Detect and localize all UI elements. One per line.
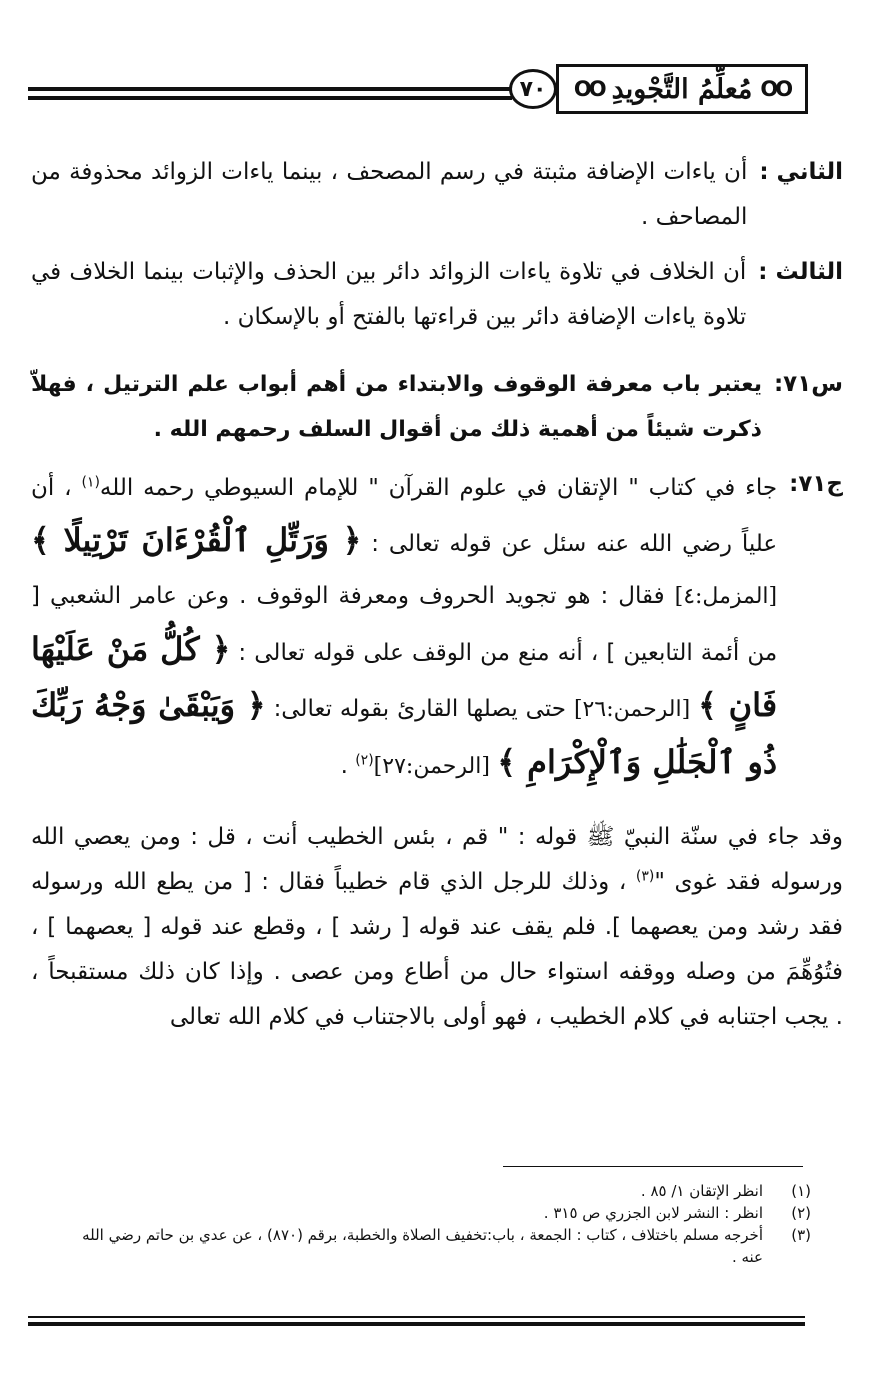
paragraph-sentence: وقد جاء في سنّة النبيّ ﷺ قوله : " قم ، بئس الخطيب أنت ، قل : ومن يعصي الله ورسوله فقد غوى " <box>31 824 843 895</box>
answer-sentence: فقال : هو تجويد الحروف ومعرفة الوقوف . وعن عامر الشعبي [ من أئمة التابعين ] ، أنه منع من الوقف على قوله تعالى : <box>31 583 778 666</box>
footnote-ref: (٢) <box>355 752 374 769</box>
point-third <box>31 250 843 340</box>
answer-text <box>31 462 777 793</box>
footnote-item <box>59 1180 811 1202</box>
answer-71 <box>31 462 843 793</box>
answer-sentence: جاء في كتاب " الإتقان في علوم القرآن " للإمام السيوطي رحمه الله <box>99 475 778 501</box>
point-label: الثالث : <box>758 259 843 285</box>
main-content <box>31 150 843 1040</box>
paragraph-sentence: ، وذلك للرجل الذي قام خطيباً فقال : [ من يطع الله ورسوله فقد رشد ومن يعصهما ]. فلم يقف عند قوله [ رشد ] ، وقطع عند قوله [ يعصهما ] ، فتُوُهِّمَ من وصله ووقفه استواء حال من أطاع ومن عصى . وإذا كان ذلك مستقبحاً ، يجب اجتنابه في كلام الخطيب ، فهو أولى بالاجتناب في كلام الله تعالى . <box>31 869 843 1030</box>
question-text: يعتبر باب معرفة الوقوف والابتداء من أهم أبواب علم الترتيل ، فهلاّ ذكرت شيئاً من أهمية ذلك من أقوال السلف رحمهم الله . <box>31 372 762 442</box>
quran-verse: ﴿ وَرَتِّلِ ٱلْقُرْءَانَ تَرْتِيلًا ﴾ <box>31 521 362 559</box>
footnote-ref: (٣) <box>635 868 655 885</box>
hadith-paragraph <box>31 815 843 1040</box>
header-title-box <box>556 64 808 114</box>
footnote-text: انظر : النشر لابن الجزري ص ٣١٥ . <box>543 1204 763 1222</box>
footnote-item <box>59 1202 811 1224</box>
quran-verse: ﴿ كُلُّ مَنْ عَلَيْهَا فَانٍ ﴾ <box>31 630 778 724</box>
answer-end: . <box>340 753 348 779</box>
footer-rule-thick <box>28 1322 805 1326</box>
verse-reference: [الرحمن:٢٦] <box>573 697 691 722</box>
answer-sentence: ، أن علياً رضي الله عنه سئل عن قوله تعالى : <box>31 475 778 557</box>
point-label: الثاني : <box>759 159 843 185</box>
footnote-item <box>59 1224 811 1268</box>
answer-label: ج٧١: <box>789 471 843 497</box>
footnotes <box>59 1180 811 1268</box>
footnote-number: (١) <box>791 1182 811 1200</box>
footnote-text: انظر الإتقان ١/ ٨٥ . <box>640 1182 763 1200</box>
ornament-icon: OO <box>760 77 791 101</box>
question-label: س٧١: <box>773 371 843 397</box>
footnote-text: أخرجه مسلم باختلاف ، كتاب : الجمعة ، باب:تخفيف الصلاة والخطبة، برقم (٨٧٠) ، عن عدي بن حاتم رضي الله عنه . <box>82 1226 763 1266</box>
page-number: ٧٠ <box>509 69 557 109</box>
header-rule-bottom <box>28 96 512 100</box>
footnote-number: (٣) <box>791 1226 811 1244</box>
answer-sentence: حتى يصلها القارئ بقوله تعالى: <box>273 696 567 722</box>
footnote-ref: (١) <box>81 474 100 491</box>
footer-rule-thin <box>28 1316 805 1318</box>
header-rule-top <box>28 87 512 91</box>
footnote-separator <box>503 1166 803 1167</box>
quran-verse: ﴿ وَيَبْقَىٰ وَجْهُ رَبِّكَ ذُو ٱلْجَلَٰلِ وَٱلْإِكْرَامِ ﴾ <box>31 686 778 781</box>
point-text: أن ياءات الإضافة مثبتة في رسم المصحف ، بينما ياءات الزوائد محذوفة من المصاحف . <box>31 159 748 230</box>
point-text: أن الخلاف في تلاوة ياءات الزوائد دائر بين الحذف والإثبات بينما الخلاف في تلاوة ياءات الإضافة دائر بين قراءتها بالفتح أو بالإسكان . <box>31 259 747 330</box>
verse-reference: [المزمل:٤] <box>674 584 778 609</box>
point-second <box>31 150 843 240</box>
book-title: مُعلِّمُ التَّجْويدِ <box>611 73 753 105</box>
footnote-number: (٢) <box>791 1204 811 1222</box>
question-71 <box>31 362 843 452</box>
verse-reference: [الرحمن:٢٧] <box>373 754 490 779</box>
ornament-icon: OO <box>573 77 604 101</box>
